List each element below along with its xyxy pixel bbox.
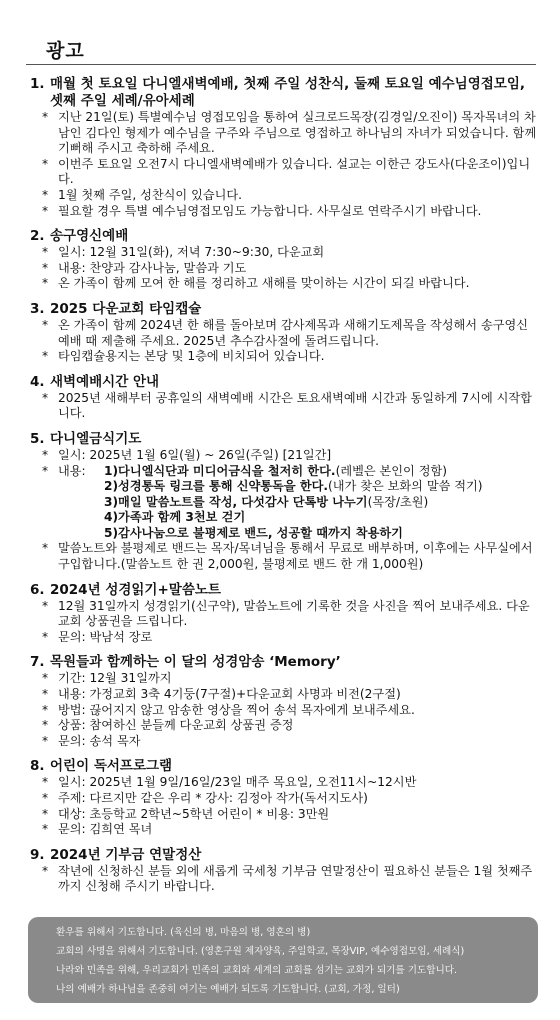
content-line: 1)다니엘식단과 미디어금식을 철저히 한다.(레벨은 본인이 정함) (104, 463, 448, 478)
content-line: 2)성경통독 링크를 통해 신약통독을 한다.(내가 찾은 보화의 말씀 적기) (104, 479, 483, 494)
section-1 (30, 76, 538, 219)
list-item: * 일시: 12월 31일(화), 저녁 7:30~9:30, 다운교회 (42, 245, 325, 260)
section-title: 4. 새벽예배시간 안내 (30, 373, 160, 390)
section-9 (30, 847, 538, 895)
section-title: 5. 다니엘금식기도 (30, 430, 142, 447)
list-item: * 타임캡슐용지는 본당 및 1층에 비치되어 있습니다. (42, 349, 325, 364)
list-item: * 문의: 송석 목자 (42, 733, 141, 748)
prayer-line: 교회의 사명을 위해서 기도합니다. (영혼구원 제자양육, 주일학교, 목장VIP, 예수영접모임, 세례식) (56, 946, 465, 957)
content-line: 3)매일 말씀노트를 작성, 다섯감사 단톡방 나누기(목장/초원) (104, 494, 429, 509)
list-item: * 방법: 끊어지지 않고 암송한 영상을 찍어 송석 목자에게 보내주세요. (42, 702, 415, 717)
section-6 (30, 582, 538, 646)
prayer-line: 나라와 민족을 위해, 우리교회가 민족의 교회와 세계의 교회를 섬기는 교회가 되기를 기도합니다. (56, 965, 458, 976)
list-item: * 2025년 새해부터 공휴일의 새벽예배 시간은 토요새벽예배 시간과 동일하게 7시에 시작합니다. (42, 390, 532, 421)
section-7 (30, 654, 538, 749)
section-title: 8. 어린이 독서프로그램 (30, 758, 173, 775)
list-item: * 일시: 2025년 1월 6일(월) ~ 26일(주일) [21일간] (42, 447, 332, 462)
announcement-list (30, 76, 538, 904)
section-8 (30, 758, 538, 837)
list-item: * 문의: 김희연 목녀 (42, 822, 153, 837)
prayer-line: 나의 예배가 하나님을 존중히 여기는 예배가 되도록 기도합니다. (교회, 가정, 일터) (56, 984, 400, 995)
list-item: * 온 가족이 함께 모여 한 해를 정리하고 새해를 맞이하는 시간이 되길 바랍니다. (42, 276, 470, 291)
list-item: * 12월 31일까지 성경읽기(신구약), 말씀노트에 기록한 것을 사진을 찍어 보내주세요. 다운교회 상품권을 드립니다. (42, 598, 530, 629)
section-title: 1. 매월 첫 토요일 다니엘새벽예배, 첫째 주일 성찬식, 둘째 토요일 예수님영접모임, 셋째 주일 세례/유아세례 (30, 76, 525, 109)
section-title: 9. 2024년 기부금 연말정산 (30, 846, 202, 863)
list-item: * 내용: (42, 463, 86, 478)
prayer-box (28, 917, 538, 1003)
list-item: * 기간: 12월 31일까지 (42, 671, 172, 686)
list-item: * 지난 21일(토) 특별예수님 영접모임을 통하여 실크로드목장(김경일/오진이) 목자목녀의 차남인 김다인 형제가 예수님을 구주와 주님으로 영접하고 하나님의 자녀가 되었습니다. 함께 기뻐해 주시고 축하해 주세요. (42, 110, 537, 156)
list-item: * 상품: 참여하신 분들께 다운교회 상품권 증정 (42, 718, 294, 733)
section-5 (30, 431, 538, 573)
section-title: 2. 송구영신예배 (30, 228, 129, 245)
section-4 (30, 374, 538, 422)
section-title: 6. 2024년 성경읽기+말씀노트 (30, 581, 221, 598)
list-item: * 1월 첫째 주일, 성찬식이 있습니다. (42, 187, 243, 202)
title-divider (26, 64, 536, 65)
content-line: 4)가족과 함께 3천보 걷기 (104, 510, 246, 525)
list-item: * 내용: 찬양과 감사나눔, 말씀과 기도 (42, 260, 247, 275)
section-title: 7. 목원들과 함께하는 이 달의 성경암송 ‘Memory’ (30, 654, 341, 671)
list-item: * 문의: 박남석 장로 (42, 629, 153, 644)
content-line: 5)감사나눔으로 불평제로 밴드, 성공할 때까지 착용하기 (104, 525, 403, 540)
section-title: 3. 2025 다운교회 타임캡슐 (30, 300, 202, 317)
list-item: * 필요할 경우 특별 예수님영접모임도 가능합니다. 사무실로 연락주시기 바랍니다. (42, 203, 482, 218)
list-item: * 작년에 신청하신 분들 외에 새롭게 국세청 기부금 연말정산이 필요하신 분들은 1월 첫째주까지 신청해 주시기 바랍니다. (42, 863, 533, 894)
page-title: 광고 (46, 40, 85, 62)
prayer-line: 환우를 위해서 기도합니다. (육신의 병, 마음의 병, 영혼의 병) (56, 927, 311, 938)
list-item: * 일시: 2025년 1월 9일/16일/23일 매주 목요일, 오전11시~12시반 (42, 775, 417, 790)
section-3 (30, 301, 538, 365)
list-item: * 내용: 가정교회 3축 4기둥(7구절)+다운교회 사명과 비전(2구절) (42, 687, 401, 702)
list-item: * 이번주 토요일 오전7시 다니엘새벽예배가 있습니다. 설교는 이한근 강도사(다운조이)입니다. (42, 156, 531, 187)
section-2 (30, 228, 538, 292)
list-item: * 대상: 초등학교 2학년~5학년 어린이 * 비용: 3만원 (42, 806, 330, 821)
list-item: * 주제: 다르지만 같은 우리 * 강사: 김정아 작가(독서지도사) (42, 791, 368, 805)
list-item: * 말씀노트와 불평제로 밴드는 목자/목녀님을 통해서 무료로 배부하며, 이후에는 사무실에서 구입합니다.(말씀노트 한 권 2,000원, 불평제로 밴드 한 개 1,000원) (42, 541, 533, 572)
list-item: * 온 가족이 함께 2024년 한 해를 돌아보며 감사제목과 새해기도제목을 작성해서 송구영신예배 때 제출해 주세요. 2025년 추수감사절에 돌려드립니다. (42, 317, 529, 348)
